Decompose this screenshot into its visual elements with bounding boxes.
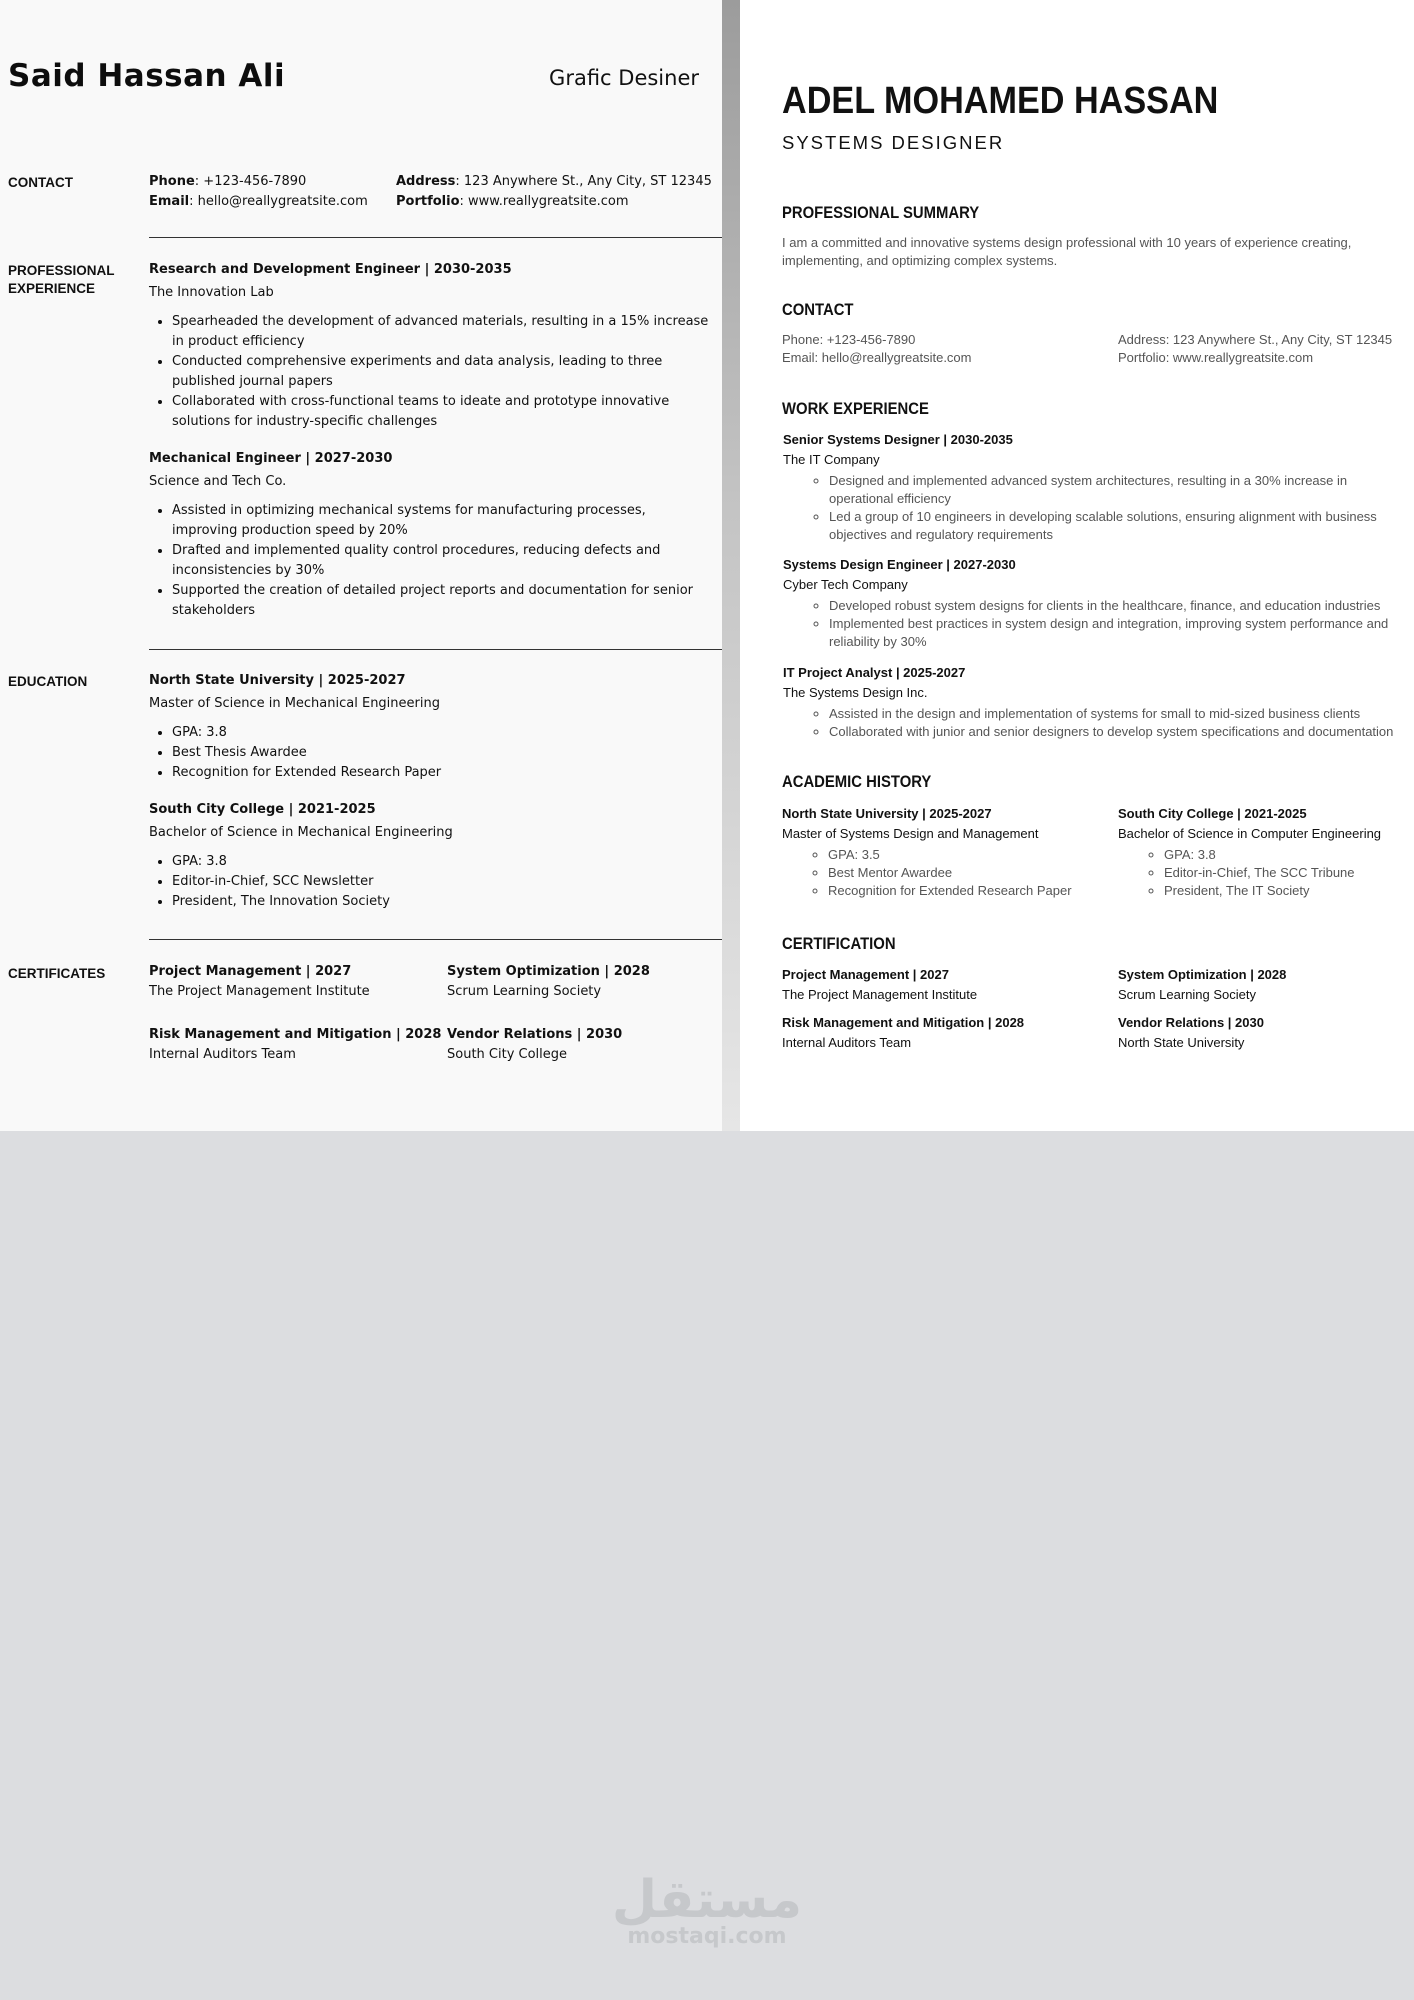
experience-entry <box>149 449 709 621</box>
bullet-item: • GPA: 3.8 <box>172 852 709 872</box>
bullet-item: ◦ Designed and implemented advanced system architectures, resulting in a 30% increase in operational efficiency <box>829 472 1411 508</box>
bullet-item: • Collaborated with cross-functional teams to ideate and prototype innovative solutions for industry-specific challenges <box>172 392 709 432</box>
resume-role: SYSTEMS DESIGNER <box>782 132 1005 153</box>
certification-title: Project Management | 2027 <box>782 967 949 982</box>
bullet-item: ◦ Best Mentor Awardee <box>828 864 1112 882</box>
section-divider <box>149 649 722 650</box>
certification-title: Risk Management and Mitigation | 2028 <box>782 1015 1025 1030</box>
certificate-entry <box>447 1025 622 1065</box>
email-label: Email <box>149 194 190 209</box>
bullet-item: • GPA: 3.8 <box>172 723 709 743</box>
bullet-item: • Drafted and implemented quality control procedures, reducing defects and inconsistencies by 30% <box>172 541 709 581</box>
page-divider-strip <box>722 0 740 1131</box>
job-title: Systems Design Engineer | 2027-2030 <box>783 557 1016 572</box>
education-entry <box>149 800 709 912</box>
portfolio-label: Portfolio <box>396 194 460 209</box>
bullet-item: ◦ GPA: 3.5 <box>828 846 1112 864</box>
section-divider <box>149 237 722 238</box>
certification-entry <box>782 966 1112 1004</box>
summary-line: I am a committed and innovative systems design professional with 10 years of experience creating, <box>782 235 1352 250</box>
certificate-title: System Optimization | 2028 <box>447 964 650 979</box>
address-label: Address <box>396 174 456 189</box>
email-line: Email: hello@reallygreatsite.com <box>782 350 972 365</box>
bullet-item: ◦ GPA: 3.8 <box>1164 846 1414 864</box>
address-line <box>396 172 712 192</box>
experience-label-line1: PROFESSIONAL <box>8 263 115 278</box>
summary-text <box>782 234 1412 270</box>
contact-heading: CONTACT <box>782 301 854 319</box>
certificates-section-label: CERTIFICATES <box>8 966 106 981</box>
job-bullets <box>783 472 1411 544</box>
certificate-title: Vendor Relations | 2030 <box>447 1027 623 1042</box>
phone-label: Phone <box>149 174 195 189</box>
job-company: The IT Company <box>783 452 880 467</box>
phone-line <box>149 172 368 192</box>
certificate-entry <box>149 962 370 1002</box>
resume-right <box>740 0 1414 1131</box>
phone-line: Phone: +123-456-7890 <box>782 332 916 347</box>
bullet-item: ◦ Assisted in the design and implementation of systems for small to mid-sized business clients <box>829 705 1411 723</box>
bullet-item: • President, The Innovation Society <box>172 892 709 912</box>
contact-column-2 <box>396 172 712 212</box>
work-entry <box>783 664 1411 741</box>
bullet-item: • Editor-in-Chief, SCC Newsletter <box>172 872 709 892</box>
job-company: The Systems Design Inc. <box>783 685 928 700</box>
email-value: : hello@reallygreatsite.com <box>189 194 368 209</box>
bullet-item: • Assisted in optimizing mechanical systems for manufacturing processes, improving production speed by 20% <box>172 501 709 541</box>
certification-heading: CERTIFICATION <box>782 935 896 953</box>
certification-org: North State University <box>1118 1035 1245 1050</box>
school-bullets <box>782 846 1112 900</box>
phone-value: : +123-456-7890 <box>194 174 307 189</box>
certificate-title: Risk Management and Mitigation | 2028 <box>149 1027 442 1042</box>
job-company: Cyber Tech Company <box>783 577 908 592</box>
resume-left <box>0 0 722 1131</box>
bullet-item: ◦ Developed robust system designs for clients in the healthcare, finance, and education industries <box>829 597 1411 615</box>
certification-org: The Project Management Institute <box>782 987 978 1002</box>
school-title: North State University | 2025-2027 <box>149 673 406 688</box>
resume-name: Said Hassan Ali <box>8 58 286 94</box>
certification-org: Internal Auditors Team <box>782 1035 912 1050</box>
certificate-org: Internal Auditors Team <box>149 1047 296 1062</box>
bullet-item: ◦ Implemented best practices in system design and integration, improving system performance and reliability by 30% <box>829 615 1411 651</box>
address-line: Address: 123 Anywhere St., Any City, ST 12345 <box>1118 332 1393 347</box>
school-degree: Master of Science in Mechanical Engineering <box>149 696 440 711</box>
summary-line: implementing, and optimizing complex systems. <box>782 253 1058 268</box>
watermark-arabic: مستقل <box>611 1870 803 1930</box>
job-bullets <box>783 705 1411 741</box>
job-title: Mechanical Engineer | 2027-2030 <box>149 451 393 466</box>
contact-column-1 <box>782 331 972 367</box>
certificate-title: Project Management | 2027 <box>149 964 352 979</box>
bullet-item: • Supported the creation of detailed project reports and documentation for senior stakeholders <box>172 581 709 621</box>
resume-role: Grafic Desiner <box>549 66 699 90</box>
school-degree: Master of Systems Design and Management <box>782 826 1039 841</box>
contact-column-1 <box>149 172 368 212</box>
certificate-org: South City College <box>447 1047 568 1062</box>
school-title: South City College | 2021-2025 <box>1118 806 1307 821</box>
job-company: Science and Tech Co. <box>149 474 287 489</box>
job-bullets <box>149 501 709 621</box>
school-title: South City College | 2021-2025 <box>149 802 376 817</box>
work-entry <box>783 556 1411 651</box>
education-entry <box>149 671 709 783</box>
bullet-item: • Spearheaded the development of advanced materials, resulting in a 15% increase in product efficiency <box>172 312 709 352</box>
address-value: : 123 Anywhere St., Any City, ST 12345 <box>455 174 712 189</box>
certification-org: Scrum Learning Society <box>1118 987 1257 1002</box>
certificate-org: The Project Management Institute <box>149 984 370 999</box>
job-title: Senior Systems Designer | 2030-2035 <box>783 432 1013 447</box>
certification-entry <box>782 1014 1112 1052</box>
watermark-latin: mostaqi.com <box>627 1924 787 1949</box>
contact-column-2 <box>1118 331 1392 367</box>
job-company: The Innovation Lab <box>149 285 274 300</box>
bullet-item: ◦ Led a group of 10 engineers in developing scalable solutions, ensuring alignment with business objectives and regulatory requirements <box>829 508 1411 544</box>
bullet-item: ◦ Editor-in-Chief, The SCC Tribune <box>1164 864 1414 882</box>
certification-entry <box>1118 1014 1414 1052</box>
school-bullets <box>1118 846 1414 900</box>
certificate-entry <box>447 962 650 1002</box>
education-section-label: EDUCATION <box>8 674 88 689</box>
job-bullets <box>783 597 1411 651</box>
bullet-item: • Recognition for Extended Research Paper <box>172 763 709 783</box>
certificate-entry <box>149 1025 441 1065</box>
watermark-logo <box>607 1872 807 1950</box>
bullet-item: • Best Thesis Awardee <box>172 743 709 763</box>
certification-title: System Optimization | 2028 <box>1118 967 1287 982</box>
experience-entry <box>149 260 709 432</box>
certification-entry <box>1118 966 1414 1004</box>
contact-section-label: CONTACT <box>8 175 73 190</box>
email-line <box>149 192 368 212</box>
bullet-item: ◦ President, The IT Society <box>1164 882 1414 900</box>
resume-name: ADEL MOHAMED HASSAN <box>782 80 1219 122</box>
school-title: North State University | 2025-2027 <box>782 806 992 821</box>
job-title: IT Project Analyst | 2025-2027 <box>783 665 966 680</box>
certification-title: Vendor Relations | 2030 <box>1118 1015 1264 1030</box>
certificate-org: Scrum Learning Society <box>447 984 602 999</box>
school-degree: Bachelor of Science in Computer Engineering <box>1118 826 1382 841</box>
experience-section-label <box>8 262 138 298</box>
experience-label-line2: EXPERIENCE <box>8 281 96 296</box>
section-divider <box>149 939 722 940</box>
portfolio-value: : www.reallygreatsite.com <box>459 194 629 209</box>
bullet-item: • Conducted comprehensive experiments and data analysis, leading to three published journal papers <box>172 352 709 392</box>
bullet-item: ◦ Collaborated with junior and senior designers to develop system specifications and documentation <box>829 723 1411 741</box>
portfolio-line: Portfolio: www.reallygreatsite.com <box>1118 350 1314 365</box>
summary-heading: PROFESSIONAL SUMMARY <box>782 204 980 222</box>
job-title: Research and Development Engineer | 2030-2035 <box>149 262 512 277</box>
academic-entry <box>782 805 1112 900</box>
academic-entry <box>1118 805 1414 900</box>
work-entry <box>783 431 1411 544</box>
school-degree: Bachelor of Science in Mechanical Engineering <box>149 825 453 840</box>
school-bullets <box>149 852 709 912</box>
work-experience-heading: WORK EXPERIENCE <box>782 400 929 418</box>
school-bullets <box>149 723 709 783</box>
job-bullets <box>149 312 709 432</box>
portfolio-line <box>396 192 712 212</box>
academic-history-heading: ACADEMIC HISTORY <box>782 773 932 791</box>
bullet-item: ◦ Recognition for Extended Research Paper <box>828 882 1112 900</box>
